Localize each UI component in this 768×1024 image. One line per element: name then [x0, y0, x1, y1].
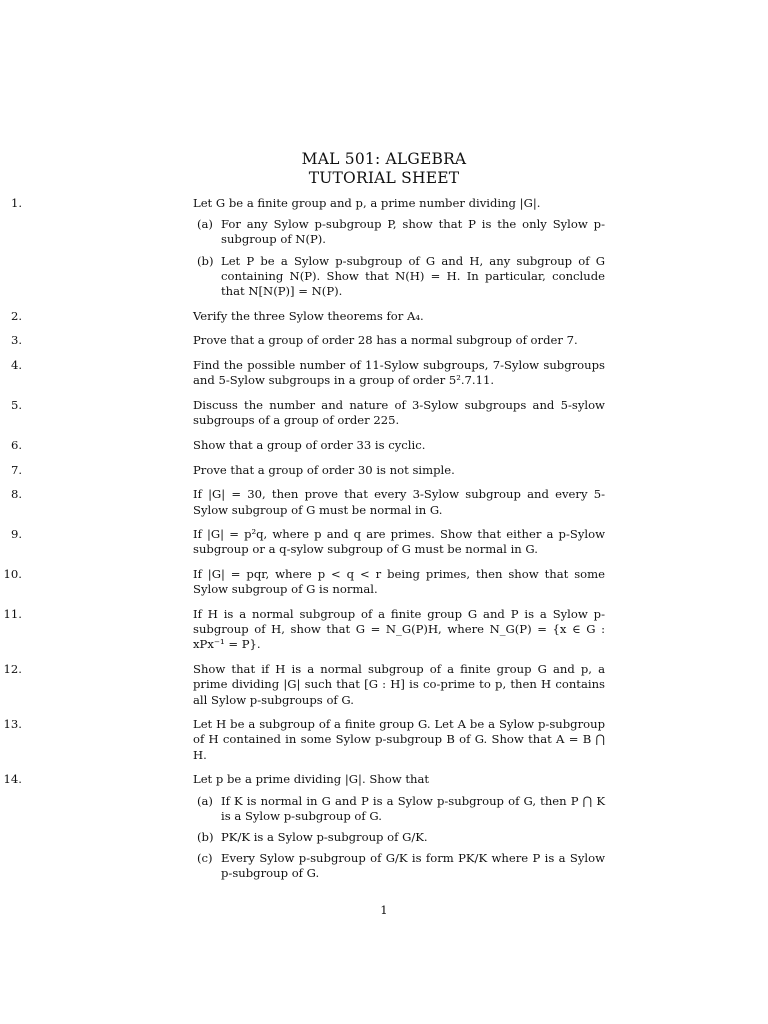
problem-number: 8. — [10, 487, 22, 502]
problem-text: Find the possible number of 11-Sylow subgroups, 7-Sylow subgroups and 5-Sylow subgroups in a group of order 5².7.11. — [193, 358, 605, 388]
problem-text: Let p be a prime dividing |G|. Show that — [193, 772, 430, 787]
problem-text: Let G be a finite group and p, a prime number dividing |G|. — [193, 196, 541, 210]
problem-number: 10. — [3, 567, 22, 582]
problem-number: 4. — [10, 358, 22, 373]
subproblem-label: (c) — [197, 851, 213, 866]
subproblem-text: If K is normal in G and P is a Sylow p-subgroup of G, then P ⋂ K is a Sylow p-subgroup of G. — [221, 793, 605, 823]
problem-item — [0, 662, 605, 708]
subproblem-item — [193, 851, 605, 881]
problem-text: Let H be a subgroup of a finite group G. Let A be a Sylow p-subgroup of H contained in some Sylow p-subgroup B of G. Show that A = B ⋂ H. — [193, 717, 605, 762]
subproblem-item — [193, 217, 605, 247]
subproblem-text: Let P be a Sylow p-subgroup of G and H, any subgroup of G containing N(P). Show that N(H) = H. In particular, conclude that N[N(P)] = N(P). — [221, 253, 605, 299]
problem-text: Verify the three Sylow theorems for A₄. — [193, 308, 424, 323]
subproblem-label: (b) — [197, 253, 214, 268]
page-number: 1 — [380, 903, 388, 917]
problem-item — [0, 487, 605, 517]
problem-item — [0, 567, 605, 597]
problem-item — [0, 772, 605, 881]
subproblem-text: Every Sylow p-subgroup of G/K is form PK/K where P is a Sylow p-subgroup of G. — [221, 851, 605, 881]
problem-item — [0, 309, 605, 324]
subproblem-item — [193, 794, 605, 824]
subproblem-label: (a) — [197, 217, 213, 232]
problem-list — [0, 196, 768, 891]
problem-item — [0, 607, 605, 653]
problem-text: If |G| = pqr, where p < q < r being primes, then show that some Sylow subgroup of G is normal. — [193, 567, 605, 597]
subproblem-text: PK/K is a Sylow p-subgroup of G/K. — [221, 830, 428, 844]
problem-number: 1. — [10, 196, 22, 210]
problem-item — [0, 398, 605, 428]
problem-item — [0, 333, 605, 348]
course-title: MAL 501: ALGEBRA — [301, 150, 467, 168]
problem-number: 6. — [10, 437, 22, 452]
problem-number: 12. — [3, 662, 22, 677]
problem-text: If H is a normal subgroup of a finite group G and P is a Sylow p-subgroup of H, show that G = N_G(P)H, where N_G(P) = {x ∈ G : xPx⁻¹ = P}. — [193, 607, 605, 652]
problem-text: If |G| = p²q, where p and q are primes. Show that either a p-Sylow subgroup or a q-sylow subgroup of G must be normal in G. — [193, 527, 605, 557]
problem-item — [0, 358, 605, 388]
problem-item — [0, 438, 605, 453]
problem-item — [0, 527, 605, 557]
subproblem-item — [193, 830, 605, 845]
subproblem-item — [193, 254, 605, 300]
problem-text: Show that a group of order 33 is cyclic. — [193, 437, 426, 452]
problem-item — [0, 463, 605, 478]
sheet-title: TUTORIAL SHEET — [308, 169, 460, 187]
subproblem-label: (b) — [197, 830, 214, 844]
problem-item — [0, 196, 605, 299]
subproblem-label: (a) — [197, 793, 213, 808]
problem-number: 5. — [10, 398, 22, 413]
problem-text: Show that if H is a normal subgroup of a finite group G and p, a prime dividing |G| such that [G : H] is co-prime to p, then H contains all Sylow p-subgroups of G. — [193, 662, 605, 707]
problem-text: Prove that a group of order 30 is not simple. — [193, 462, 455, 477]
title-block — [0, 150, 768, 188]
problem-item — [0, 717, 605, 763]
problem-text: If |G| = 30, then prove that every 3-Sylow subgroup and every 5-Sylow subgroup of G must be normal in G. — [193, 487, 605, 517]
problem-number: 13. — [3, 717, 22, 732]
problem-number: 14. — [3, 772, 22, 787]
subproblem-text: For any Sylow p-subgroup P, show that P is the only Sylow p-subgroup of N(P). — [221, 217, 605, 247]
problem-number: 3. — [10, 333, 22, 348]
problem-number: 9. — [10, 527, 22, 542]
problem-text: Prove that a group of order 28 has a normal subgroup of order 7. — [193, 333, 578, 348]
problem-number: 2. — [10, 308, 22, 323]
problem-number: 7. — [10, 462, 22, 477]
problem-number: 11. — [3, 607, 22, 622]
problem-text: Discuss the number and nature of 3-Sylow subgroups and 5-sylow subgroups of a group of order 225. — [193, 398, 605, 428]
